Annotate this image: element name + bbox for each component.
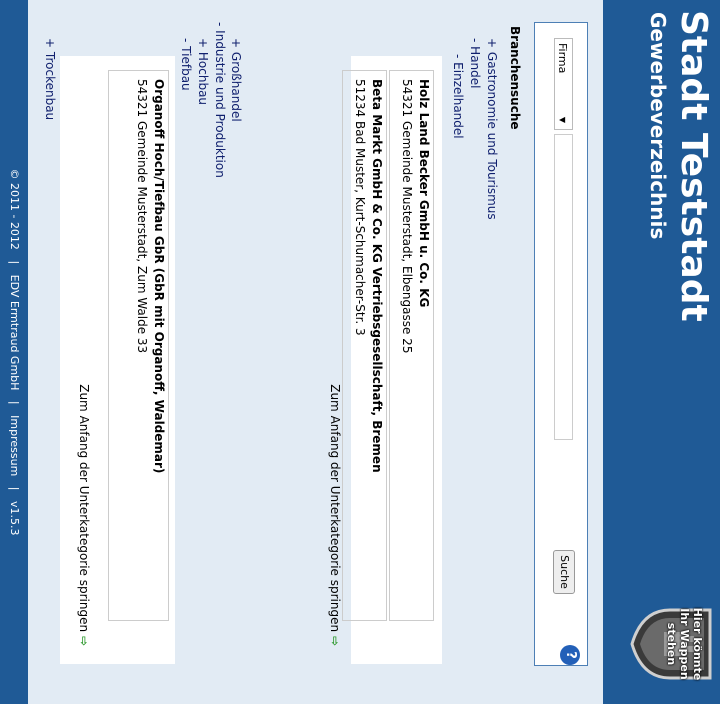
tree-item-gastronomie[interactable] — [485, 38, 499, 220]
tree-item-hochbau[interactable] — [196, 38, 210, 105]
company-name: Organoff Hoch/Tiefbau GbR (GbR mit Organoff, Waldemar) — [152, 79, 166, 474]
expand-icon: + — [485, 38, 499, 49]
tree-item-trockenbau[interactable] — [43, 38, 57, 120]
expand-icon: + — [229, 38, 243, 49]
entries-panel-tiefbau — [60, 56, 175, 664]
company-address: 54321 Gemeinde Musterstadt, Zum Walde 33 — [135, 79, 149, 354]
copyright-text: © 2011 - 2012 — [8, 168, 21, 250]
collapse-icon: - — [468, 38, 482, 43]
company-address: 54321 Gemeinde Musterstadt, Elbengasse 25 — [400, 79, 414, 354]
search-type-value: Firma — [556, 43, 569, 74]
tree-item-label: Großhandel — [229, 51, 243, 122]
impressum-link[interactable]: Impressum — [8, 415, 21, 477]
tree-item-label: Gastronomie und Tourismus — [485, 51, 499, 220]
tree-item-einzelhandel[interactable] — [451, 54, 465, 139]
jump-label: Zum Anfang der Unterkategorie springen — [77, 384, 91, 633]
tree-item-label: Tiefbau — [179, 46, 193, 91]
tree-item-label: Trockenbau — [43, 51, 57, 121]
jump-label: Zum Anfang der Unterkategorie springen — [328, 384, 342, 633]
page-title: Stadt Teststadt — [673, 10, 714, 322]
collapse-icon: - — [179, 38, 193, 43]
separator: | — [8, 260, 21, 265]
arrow-right-icon: ⇨ — [77, 635, 91, 646]
search-type-select[interactable] — [554, 38, 573, 130]
search-input[interactable] — [554, 134, 573, 440]
header — [603, 0, 720, 704]
tree-item-label: Handel — [468, 46, 482, 89]
tree-item-grosshandel[interactable] — [229, 38, 243, 122]
company-address: 51234 Bad Muster, Kurt-Schumacher-Str. 3 — [353, 79, 367, 336]
entries-panel-einzelhandel — [328, 56, 442, 664]
expand-icon: + — [196, 38, 210, 49]
list-item[interactable] — [108, 70, 169, 621]
tree-item-label: Industrie und Produktion — [213, 30, 227, 178]
page-subtitle: Gewerbeverzeichnis — [646, 12, 670, 240]
separator: | — [8, 400, 21, 405]
help-icon[interactable]: ? — [560, 645, 580, 665]
expand-icon: + — [43, 38, 57, 49]
tree-item-label: Einzelhandel — [451, 62, 465, 139]
search-box — [534, 22, 588, 666]
version-text: v1.5.3 — [8, 501, 21, 536]
tree-item-label: Hochbau — [196, 51, 210, 106]
collapse-icon: - — [451, 54, 465, 59]
tree-item-handel[interactable] — [468, 38, 482, 89]
company-link[interactable]: EDV Ermtraud GmbH — [8, 274, 21, 391]
separator: | — [8, 486, 21, 491]
main-content — [28, 0, 603, 704]
search-button[interactable]: Suche — [553, 550, 575, 594]
list-item[interactable] — [389, 70, 434, 621]
tree-item-tiefbau[interactable] — [179, 38, 193, 91]
collapse-icon: - — [213, 22, 227, 27]
arrow-right-icon: ⇨ — [328, 635, 342, 646]
tree-item-industrie[interactable] — [213, 22, 227, 178]
company-name: Beta Markt GmbH & Co. KG Vertriebsgesellschaft, Bremen — [370, 79, 384, 473]
dropdown-arrow-icon: ▼ — [558, 116, 567, 123]
company-name: Holz Land Becker GmbH u. Co. KG — [417, 79, 431, 308]
jump-to-top-link[interactable] — [328, 384, 342, 646]
crest-text: Hier könnte Ihr Wappen stehen — [665, 607, 704, 681]
list-item[interactable] — [342, 70, 387, 621]
footer — [0, 0, 28, 704]
coat-of-arms-icon — [630, 604, 714, 684]
jump-to-top-link[interactable] — [77, 384, 91, 646]
branchensuche-title: Branchensuche — [508, 26, 522, 130]
